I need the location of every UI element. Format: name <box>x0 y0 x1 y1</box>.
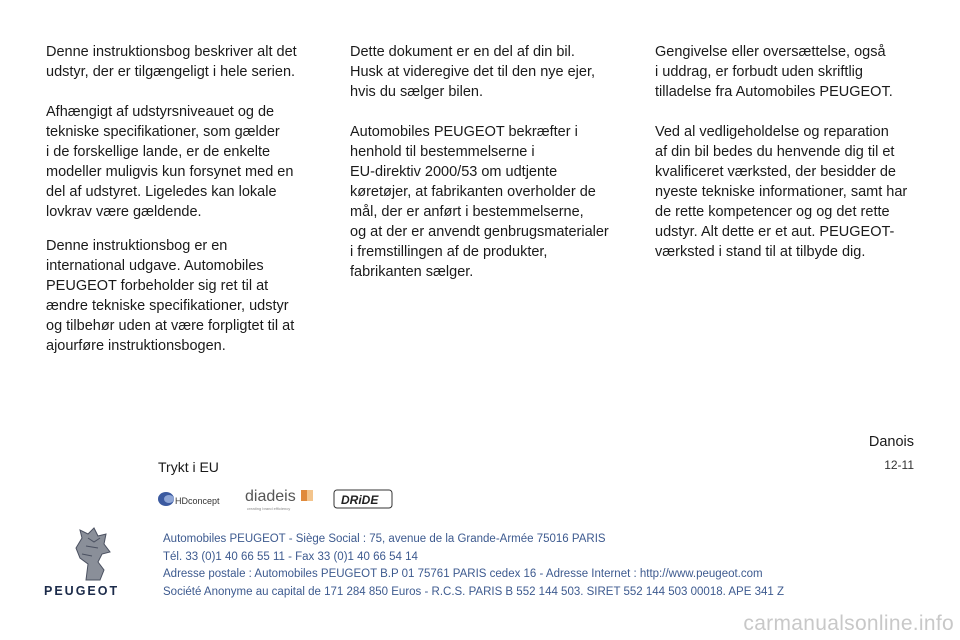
text-column-2 <box>350 42 620 302</box>
text-column-3 <box>655 42 940 282</box>
text-column-1 <box>46 42 311 376</box>
diadeis-tagline: creating brand efficiency <box>247 506 291 511</box>
address-line: Adresse postale : Automobiles PEUGEOT B.P 01 75761 PARIS cedex 16 - Adresse Internet : http://www.peugeot.com <box>163 568 763 580</box>
paragraph: Gengivelse eller oversættelse, også i uddrag, er forbudt uden skriftlig tilladelse fra Automobiles PEUGEOT. <box>655 44 893 100</box>
paragraph: Denne instruktionsbog beskriver alt det udstyr, der er tilgængeligt i hele serien. <box>46 44 297 80</box>
partner-logos <box>157 485 397 515</box>
paragraph: Ved al vedligeholdelse og reparation af din bil bedes du henvende dig til et kvalificeret værksted, der besidder de nyeste tekniske informationer, samt har de rette kompetencer og og det rette udstyr. Alt dette er et aut. PEUGEOT- værksted i stand til at tilbyde dig. <box>655 124 908 260</box>
paragraph: Dette dokument er en del af din bil. Husk at videregive det til den nye ejer, hvis du sælger bilen. <box>350 44 596 100</box>
dride-logo <box>333 489 393 509</box>
address-line: Société Anonyme au capital de 171 284 850 Euros - R.C.S. PARIS B 552 144 503. SIRET 552 144 503 00018. APE 341 Z <box>163 585 784 598</box>
peugeot-brand-name: PEUGEOT <box>44 584 120 598</box>
paragraph: Automobiles PEUGEOT bekræfter i henhold til bestemmelserne i EU-direktiv 2000/53 om udtjente køretøjer, at fabrikanten overholder de mål, der er anført i bestemmelserne, og at der er anvendt genbrugsmaterialer i fremstillingen af de produkter, fabrikanten sælger. <box>350 124 609 280</box>
edition-code: 12-11 <box>884 458 914 472</box>
paragraph: Denne instruktionsbog er en international udgave. Automobiles PEUGEOT forbeholder sig ret til at ændre tekniske specifikationer, udstyr og tilbehør uden at være forpligtet til at ajourføre instruktionsbogen. <box>46 238 295 354</box>
diadeis-logo <box>245 485 317 513</box>
address-line: Tél. 33 (0)1 40 66 55 11 - Fax 33 (0)1 40 66 54 14 <box>163 550 418 563</box>
printed-in-label: Trykt i EU <box>158 459 219 475</box>
watermark: carmanualsonline.info <box>743 612 954 635</box>
diadeis-logo-text: diadeis <box>245 488 296 505</box>
dride-logo-text: DRiDE <box>341 493 379 507</box>
company-address <box>163 531 784 601</box>
hdconcept-logo <box>157 489 227 509</box>
language-label: Danois <box>868 434 914 450</box>
paragraph: Afhængigt af udstyrsniveauet og de tekniske specifikationer, som gælder i de forskellige lande, er de enkelte modeller muligvis kun forsynet med en del af udstyret. Ligeledes kan lokale lovkrav være gældende. <box>46 104 294 220</box>
hdconcept-logo-text: HDconcept <box>175 496 220 506</box>
peugeot-lion-icon <box>58 524 130 584</box>
address-line: Automobiles PEUGEOT - Siège Social : 75, avenue de la Grande-Armée 75016 PARIS <box>163 533 606 545</box>
